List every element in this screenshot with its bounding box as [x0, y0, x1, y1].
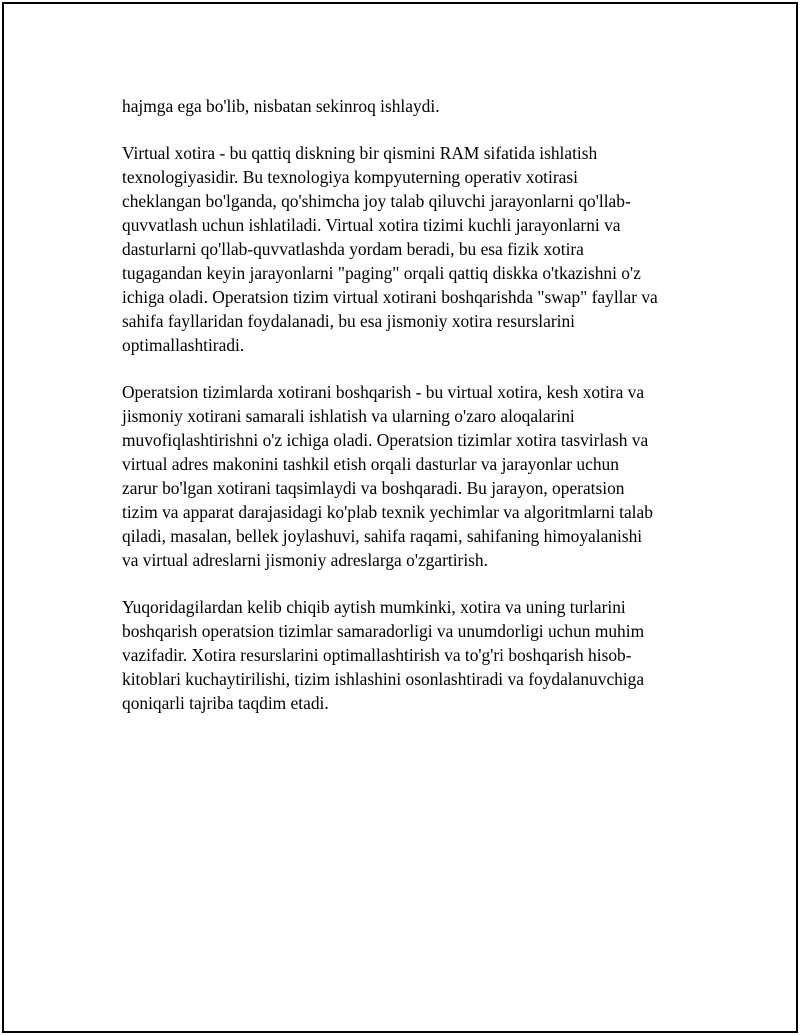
- text-line: cheklangan bo'lganda, qo'shimcha joy talab qiluvchi jarayonlarni qo'llab-: [122, 191, 631, 211]
- text-line: muvofiqlashtirishni o'z ichiga oladi. Operatsion tizimlar xotira tasvirlash va: [122, 430, 649, 450]
- text-line: tizim va apparat darajasidagi ko'plab texnik yechimlar va algoritmlarni talab: [122, 502, 653, 522]
- text-line: sahifa fayllaridan foydalanadi, bu esa jismoniy xotira resurslarini: [122, 311, 575, 331]
- text-line: virtual adres makonini tashkil etish orqali dasturlar va jarayonlar uchun: [122, 454, 619, 474]
- text-line: tugagandan keyin jarayonlarni "paging" orqali qattiq diskka o'tkazishni o'z: [122, 263, 641, 283]
- text-line: hajmga ega bo'lib, nisbatan sekinroq ishlaydi.: [122, 96, 440, 116]
- text-line: dasturlarni qo'llab-quvvatlashda yordam beradi, bu esa fizik xotira: [122, 239, 584, 259]
- text-line: kitoblari kuchaytirilishi, tizim ishlashini osonlashtiradi va foydalanuvchiga: [122, 669, 645, 689]
- text-line: jismoniy xotirani samarali ishlatish va ularning o'zaro aloqalarini: [122, 406, 575, 426]
- text-line: Operatsion tizimlarda xotirani boshqarish - bu virtual xotira, kesh xotira va: [122, 382, 645, 402]
- text-line: boshqarish operatsion tizimlar samaradorligi va unumdorligi uchun muhim: [122, 621, 645, 641]
- text-line: Yuqoridagilardan kelib chiqib aytish mumkinki, xotira va uning turlarini: [122, 597, 626, 617]
- text-line: texnologiyasidir. Bu texnologiya kompyuterning operativ xotirasi: [122, 167, 578, 187]
- text-line: qoniqarli tajriba taqdim etadi.: [122, 693, 329, 713]
- text-line: vazifadir. Xotira resurslarini optimallashtirish va to'g'ri boshqarish hisob-: [122, 645, 632, 665]
- text-line: va virtual adreslarni jismoniy adreslarga o'zgartirish.: [122, 550, 488, 570]
- text-line: optimallashtiradi.: [122, 335, 245, 355]
- text-line: qiladi, masalan, bellek joylashuvi, sahifa raqami, sahifaning himoyalanishi: [122, 526, 643, 546]
- document-body: [122, 94, 692, 738]
- paragraph-4: [122, 595, 692, 715]
- paragraph-1: [122, 94, 692, 118]
- paragraph-3: [122, 380, 692, 572]
- text-line: ichiga oladi. Operatsion tizim virtual xotirani boshqarishda "swap" fayllar va: [122, 287, 658, 307]
- page: [2, 2, 798, 1033]
- text-line: Virtual xotira - bu qattiq diskning bir qismini RAM sifatida ishlatish: [122, 143, 598, 163]
- text-line: quvvatlash uchun ishlatiladi. Virtual xotira tizimi kuchli jarayonlarni va: [122, 215, 621, 235]
- text-line: zarur bo'lgan xotirani taqsimlaydi va boshqaradi. Bu jarayon, operatsion: [122, 478, 625, 498]
- paragraph-2: [122, 141, 692, 357]
